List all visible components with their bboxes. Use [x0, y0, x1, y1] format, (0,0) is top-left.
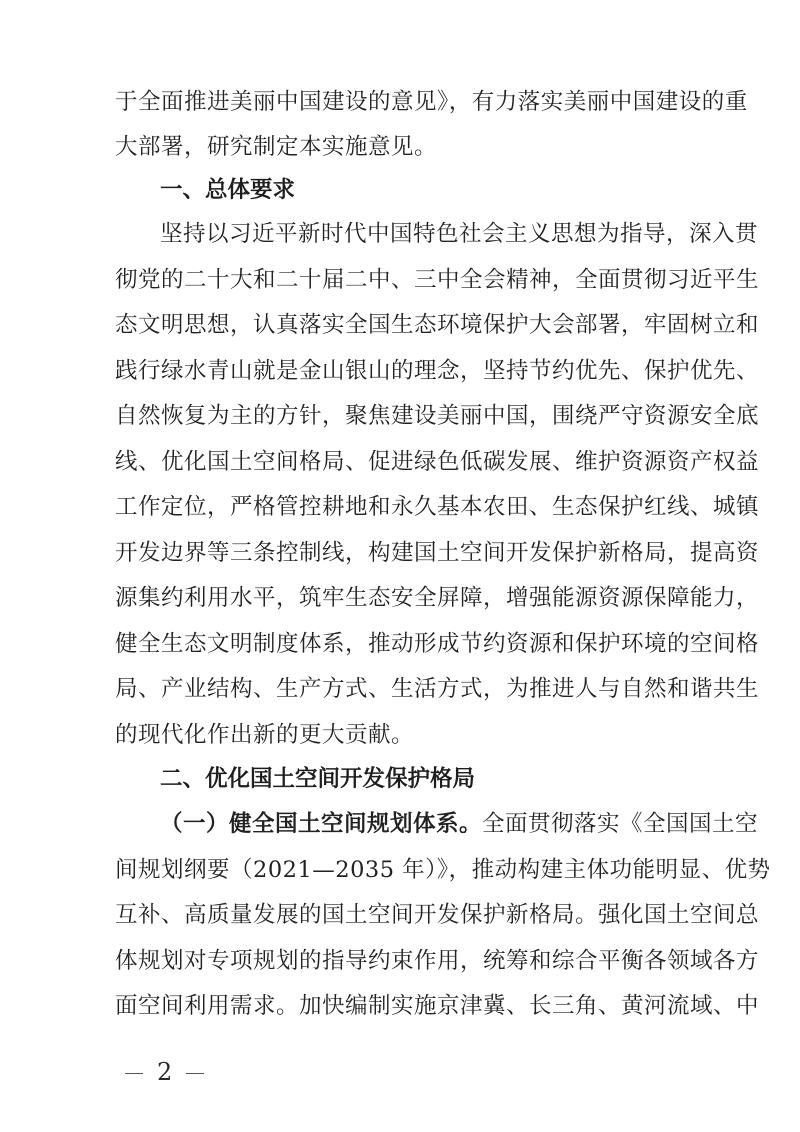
paragraph-line: 体规划对专项规划的指导约束作用，统筹和综合平衡各领域各方	[115, 948, 760, 974]
paragraph-line: 坚持以习近平新时代中国特色社会主义思想为指导，深入贯	[160, 221, 759, 247]
section-heading-general-requirements: 一、总体要求	[160, 177, 296, 203]
subsection-title: （一）健全国土空间规划体系。	[160, 811, 483, 837]
paragraph-line: 源集约利用水平，筑牢生态安全屏障，增强能源资源保障能力，	[115, 585, 760, 611]
paragraph-line: 间规划纲要（2021—2035 年）》，推动构建主体功能明显、优势	[115, 857, 771, 883]
paragraph-line: 的现代化作出新的更大贡献。	[115, 722, 415, 748]
paragraph-line: 践行绿水青山就是金山银山的理念，坚持节约优先、保护优先、	[115, 358, 760, 384]
paragraph-line: 健全生态文明制度体系，推动形成节约资源和保护环境的空间格	[115, 631, 760, 657]
paragraph-line: 局、产业结构、生产方式、生活方式，为推进人与自然和谐共生	[115, 676, 760, 702]
section-heading-territorial-space: 二、优化国土空间开发保护格局	[160, 766, 476, 792]
paragraph-line: 于全面推进美丽中国建设的意见》，有力落实美丽中国建设的重	[115, 89, 748, 115]
paragraph-line: 态文明思想，认真落实全国生态环境保护大会部署，牢固树立和	[115, 312, 760, 338]
paragraph-line: 面空间利用需求。加快编制实施京津冀、长三角、黄河流域、中	[115, 993, 760, 1019]
paragraph-line: 自然恢复为主的方针，聚焦建设美丽中国，围绕严守资源安全底	[115, 403, 760, 429]
paragraph-line: 工作定位，严格管控耕地和永久基本农田、生态保护红线、城镇	[115, 494, 760, 520]
paragraph-line: 线、优化国土空间格局、促进绿色低碳发展、维护资源资产权益	[115, 449, 760, 475]
page-number-value: 2	[157, 1058, 173, 1086]
page-number	[0, 1052, 800, 1092]
page-number-dash-right	[186, 1073, 204, 1074]
paragraph-line: 彻党的二十大和二十届二中、三中全会精神，全面贯彻习近平生	[115, 267, 760, 293]
paragraph-line: 大部署，研究制定本实施意见。	[115, 134, 438, 160]
subsection-first-line	[160, 801, 759, 847]
paragraph-line: 互补、高质量发展的国土空间开发保护新格局。强化国土空间总	[115, 902, 760, 928]
subsection-text: 全面贯彻落实《全国国土空	[482, 811, 759, 837]
paragraph-line: 开发边界等三条控制线，构建国土空间开发保护新格局，提高资	[115, 540, 760, 566]
page-number-dash-left	[125, 1073, 143, 1074]
